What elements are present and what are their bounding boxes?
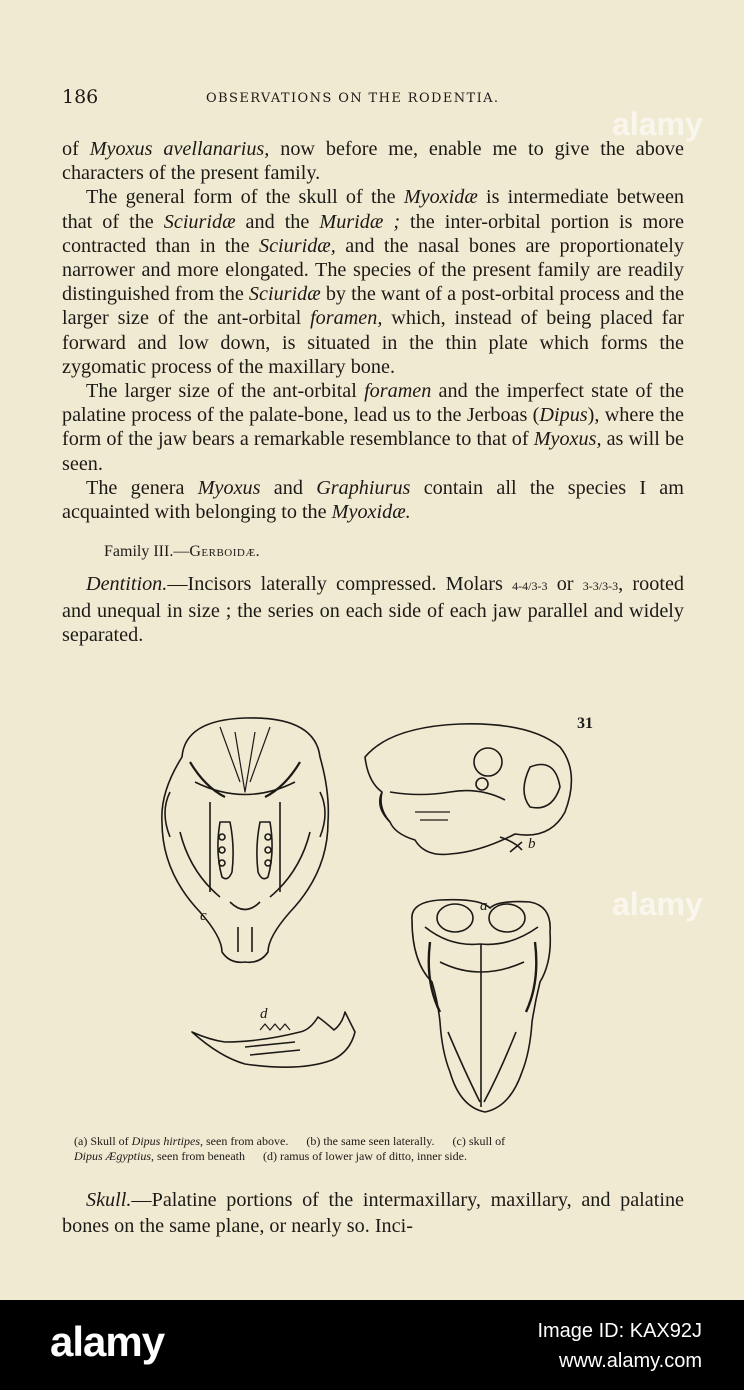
site-url[interactable]: www.alamy.com: [559, 1350, 702, 1372]
running-head: [62, 86, 684, 114]
paragraph-4: The genera Myoxus and Graphiurus contain all the species I am acquainted with belonging to the Myoxidæ.: [62, 476, 684, 524]
skull-paragraph: Skull.—Palatine portions of the intermaxillary, maxillary, and palatine bones on the same plane, or nearly so. Inci-: [62, 1189, 684, 1237]
figure-letter-d: d: [260, 1006, 268, 1022]
jaw-d-ramus: [192, 1012, 355, 1067]
family-heading: Family III.—Gerboidæ.: [104, 543, 261, 561]
figure-letter-a: a: [480, 898, 488, 914]
skull-c-from-beneath: [162, 718, 328, 962]
caption-line-1: (a) Skull of Dipus hirtipes, seen from above. (b) the same seen laterally. (c) skull of: [74, 1134, 506, 1148]
paragraph-2: The general form of the skull of the Myoxidæ is intermediate between that of the Sciuridæ and the Muridæ ; the inter-orbital portion is more contracted than in the Sciuridæ, and the nasal bones are proportionately narrower and more elongated. The species of the present family are readily distinguished from the Sciuridæ by the want of a post-orbital process and the larger size of the ant-orbital foramen, which, instead of being placed far forward and low down, is situated in the thin plate which forms the zygomatic process of the maxillary bone.: [62, 186, 685, 378]
page-number: 186: [62, 86, 99, 108]
body-text: [62, 137, 684, 647]
skull-b-lateral: [365, 724, 571, 855]
watermark-middle: alamy: [612, 886, 703, 922]
molar-formula-2: 3-3/3-3: [582, 579, 619, 594]
running-title: OBSERVATIONS ON THE RODENTIA.: [206, 91, 500, 106]
image-id: Image ID: KAX92J: [537, 1320, 702, 1342]
watermark-top: alamy: [612, 106, 703, 142]
paragraph-1: of Myoxus avellanarius, now before me, enable me to give the above characters of the present family.: [62, 138, 684, 185]
skull-a-from-above: [412, 900, 550, 1112]
figure-letter-b: b: [528, 836, 536, 852]
molar-formula-1: 4-4/3-3: [512, 579, 548, 594]
dentition-paragraph: Dentition.—Incisors laterally compressed. Molars 4-4/3-3 or 3-3/3-3, rooted and unequal in size ; the series on each side of each jaw parallel and widely separated.: [62, 573, 685, 646]
alamy-logo[interactable]: alamy: [50, 1318, 165, 1365]
skull-illustrations: [150, 712, 610, 1122]
figure-caption: [74, 1134, 684, 1164]
figure-letter-c: c: [200, 908, 207, 924]
stock-footer: [0, 1300, 744, 1390]
figure-number: 31: [577, 715, 593, 732]
paragraph-3: The larger size of the ant-orbital foramen and the imperfect state of the palatine process of the palate-bone, lead us to the Jerboas (Dipus), where the form of the jaw bears a remarkable resemblance to that of Myoxus, as will be seen.: [62, 380, 685, 475]
caption-line-2: Dipus Ægyptius, seen from beneath (d) ramus of lower jaw of ditto, inner side.: [74, 1149, 467, 1163]
